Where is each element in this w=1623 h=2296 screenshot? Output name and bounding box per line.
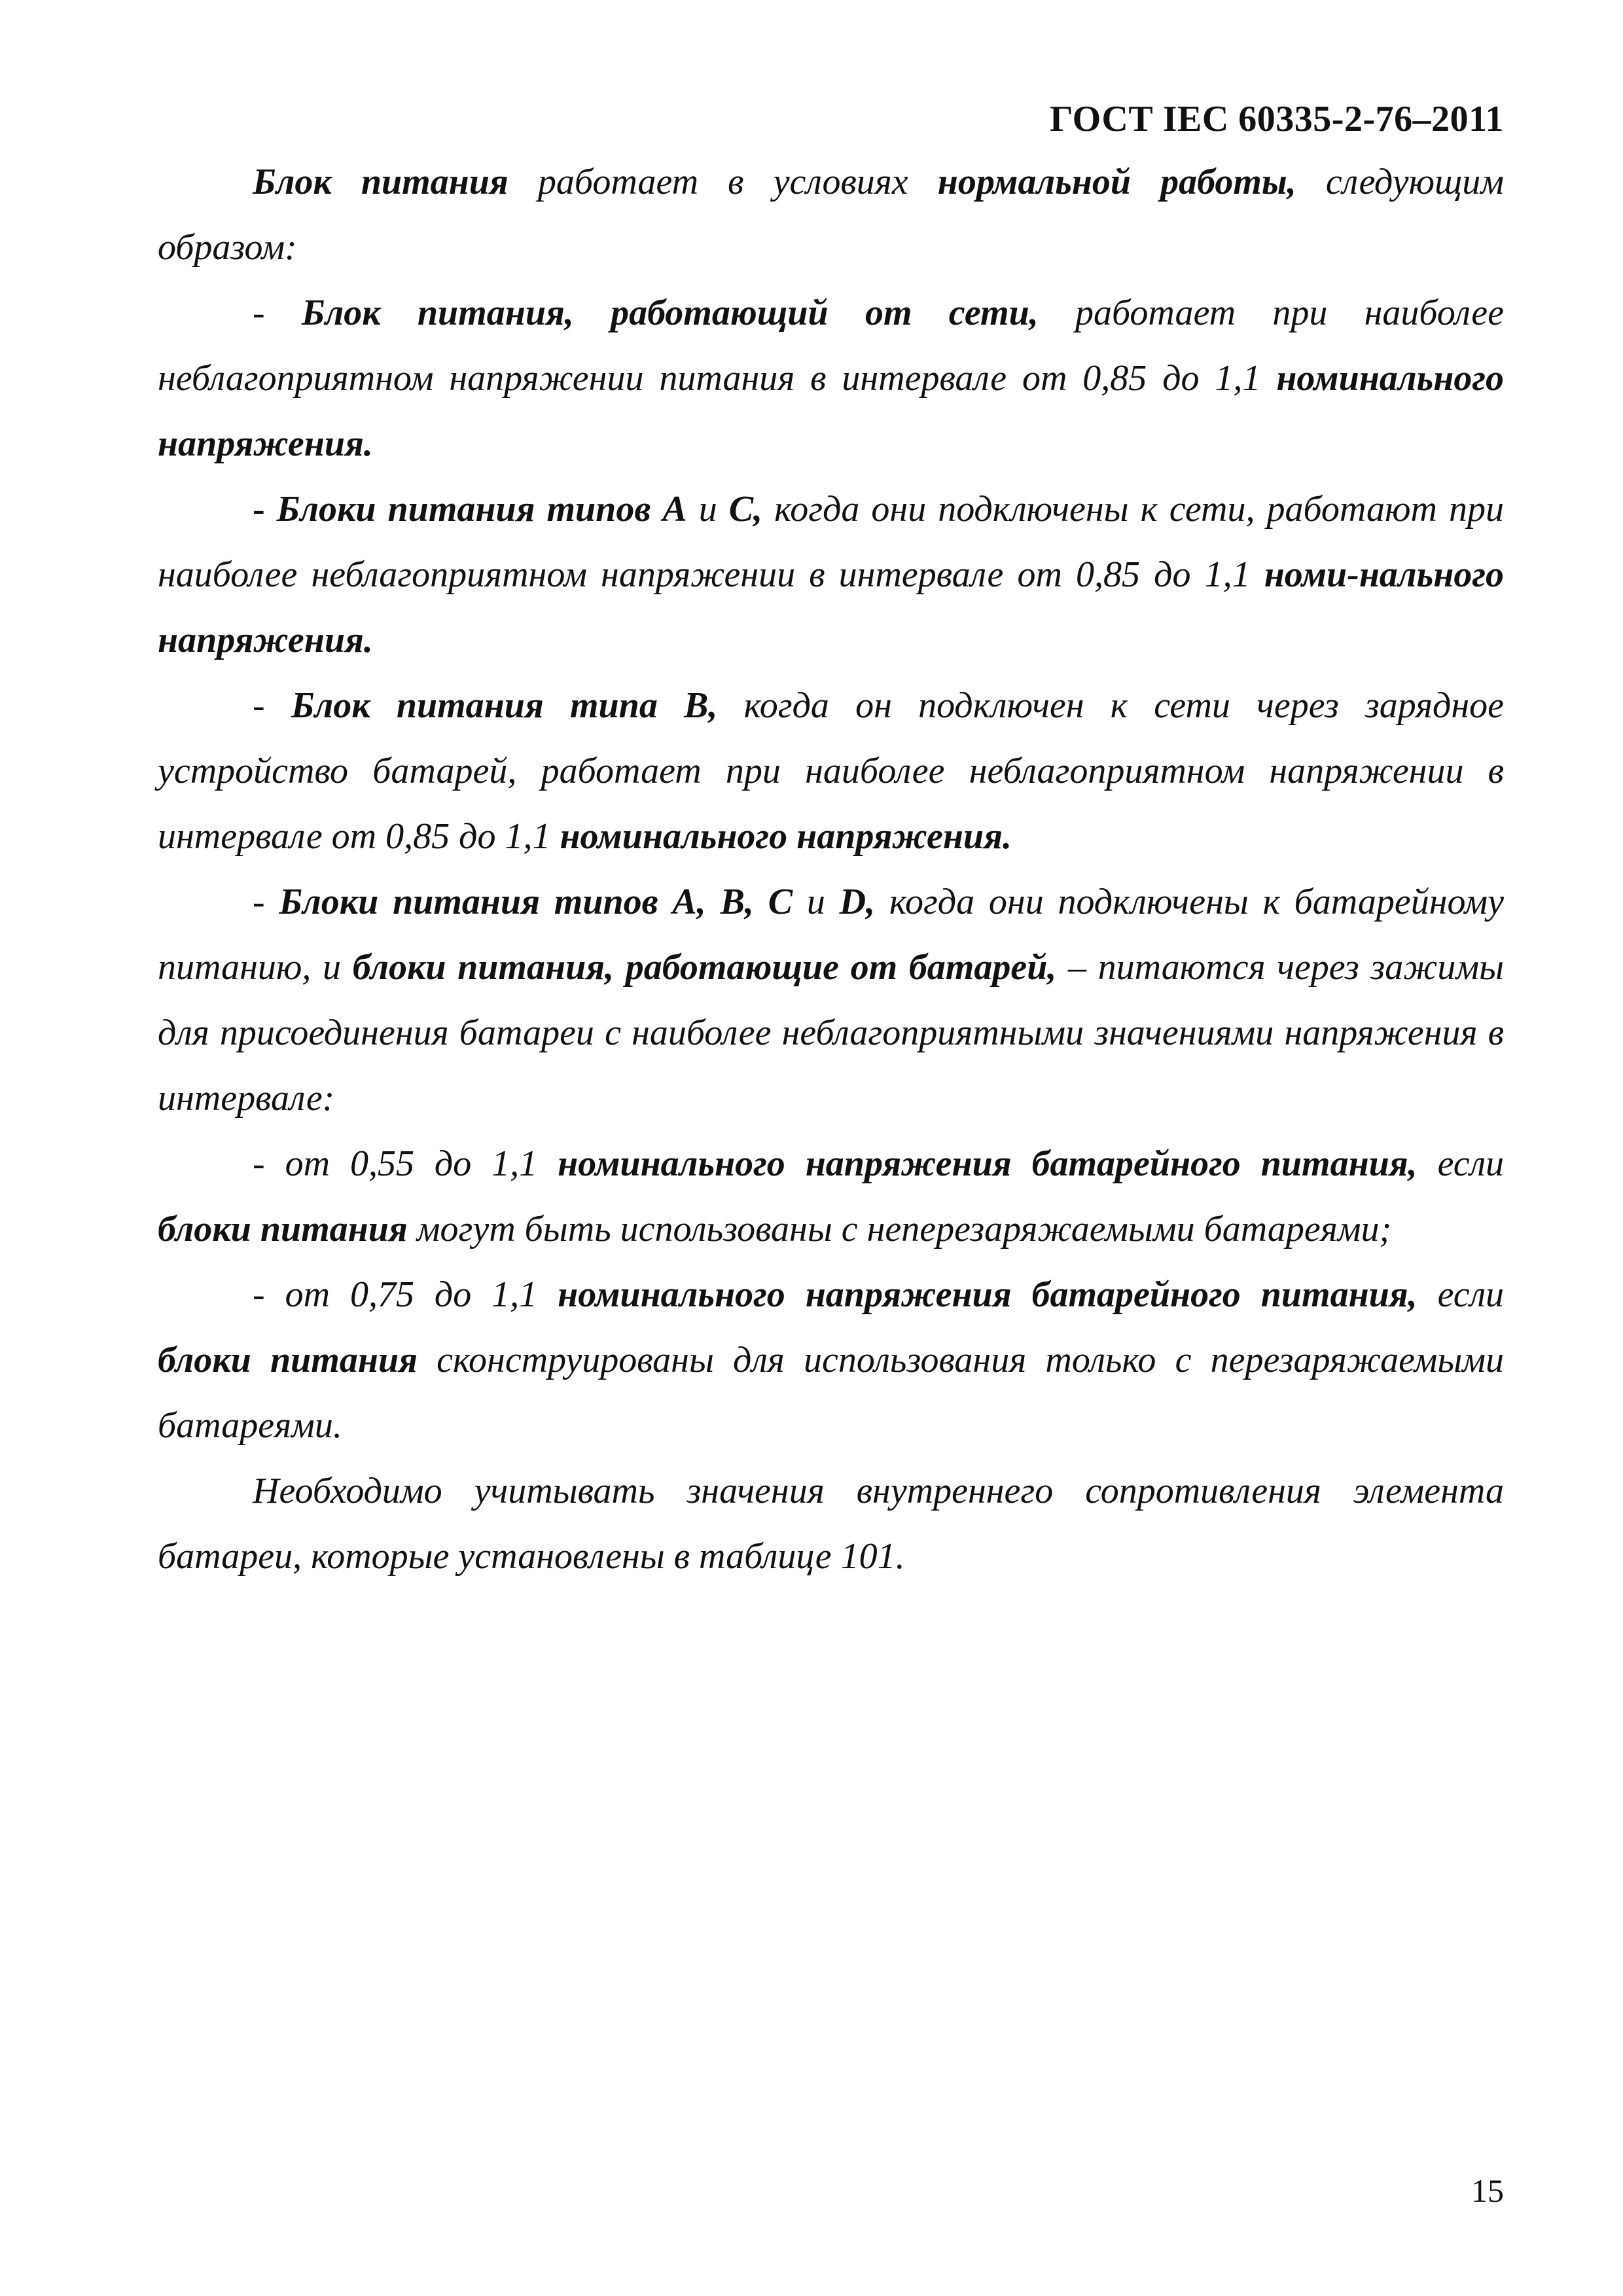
text-run: Блок питания — [253, 162, 508, 202]
paragraph-range-075 — [158, 1262, 1504, 1458]
text-run: могут быть использованы с неперезаряжаемыми батареями; — [407, 1209, 1392, 1249]
text-run: если — [1417, 1143, 1504, 1184]
text-run: и — [793, 882, 840, 922]
paragraph-intro — [158, 149, 1504, 280]
text-run: следующим образом: — [158, 162, 1504, 268]
text-run: блоки питания — [158, 1209, 408, 1249]
text-run: номи-нального напряжения. — [158, 554, 1504, 660]
paragraph-range-055 — [158, 1131, 1504, 1262]
text-run: когда он подключен к сети через зарядное устройство батарей, работает при наиболее неблагоприятном напряжении в интервале от 0,85 до 1,1 — [158, 685, 1505, 857]
text-run: сконструированы для использования только с перезаряжаемыми батареями. — [158, 1340, 1504, 1446]
document-body — [158, 149, 1504, 1589]
text-run: - от 0,75 до 1,1 — [253, 1274, 558, 1315]
text-run: Необходимо учитывать значения внутреннего сопротивления элемента батареи, которые установлены в таблице 101. — [158, 1471, 1504, 1577]
text-run: если — [1417, 1274, 1504, 1315]
text-run: работает при наиболее неблагоприятном напряжении питания в интервале от 0,85 до 1,1 — [158, 293, 1504, 399]
text-run: - — [253, 882, 279, 922]
text-run: номинального напряжения батарейного питания, — [558, 1274, 1418, 1315]
text-run: номинального напряжения. — [158, 358, 1504, 464]
text-run: работает в условиях — [508, 162, 938, 202]
text-run: номинального напряжения. — [560, 816, 1012, 857]
text-run: когда они подключены к батарейному питанию, и — [158, 882, 1504, 988]
paragraph-types-a-c — [158, 476, 1504, 673]
text-run: - — [253, 685, 291, 726]
text-run: Блоки питания типов A — [276, 489, 687, 529]
text-run: блоки питания — [158, 1340, 418, 1380]
text-run: Блок питания типа B, — [291, 685, 718, 726]
text-run: D, — [839, 882, 876, 922]
text-run: когда они подключены к сети, работают при наиболее неблагоприятном напряжении в интервале от 0,85 до 1,1 — [158, 489, 1504, 595]
text-run: - от 0,55 до 1,1 — [253, 1143, 558, 1184]
paragraph-type-b — [158, 673, 1504, 869]
paragraph-mains — [158, 280, 1504, 476]
text-run: – питаются через зажимы для присоединения батареи с наиболее неблагоприятными значениями напряжения в интервале: — [158, 947, 1505, 1119]
text-run: C, — [728, 489, 763, 529]
text-run: блоки питания, работающие от батарей, — [352, 947, 1057, 988]
text-run: и — [687, 489, 729, 529]
document-code-header: ГОСТ IEC 60335-2-76–2011 — [1049, 99, 1504, 139]
text-run: номинального напряжения батарейного питания, — [558, 1143, 1418, 1184]
text-run: Блок питания, работающий от сети, — [301, 293, 1039, 333]
text-run: - — [253, 489, 277, 529]
text-run: Блоки питания типов A, B, C — [279, 882, 793, 922]
text-run: - — [253, 293, 302, 333]
text-run: нормальной работы, — [937, 162, 1296, 202]
page-number: 15 — [1471, 2172, 1504, 2209]
paragraph-note — [158, 1458, 1504, 1589]
paragraph-types-a-b-c-d — [158, 869, 1504, 1131]
